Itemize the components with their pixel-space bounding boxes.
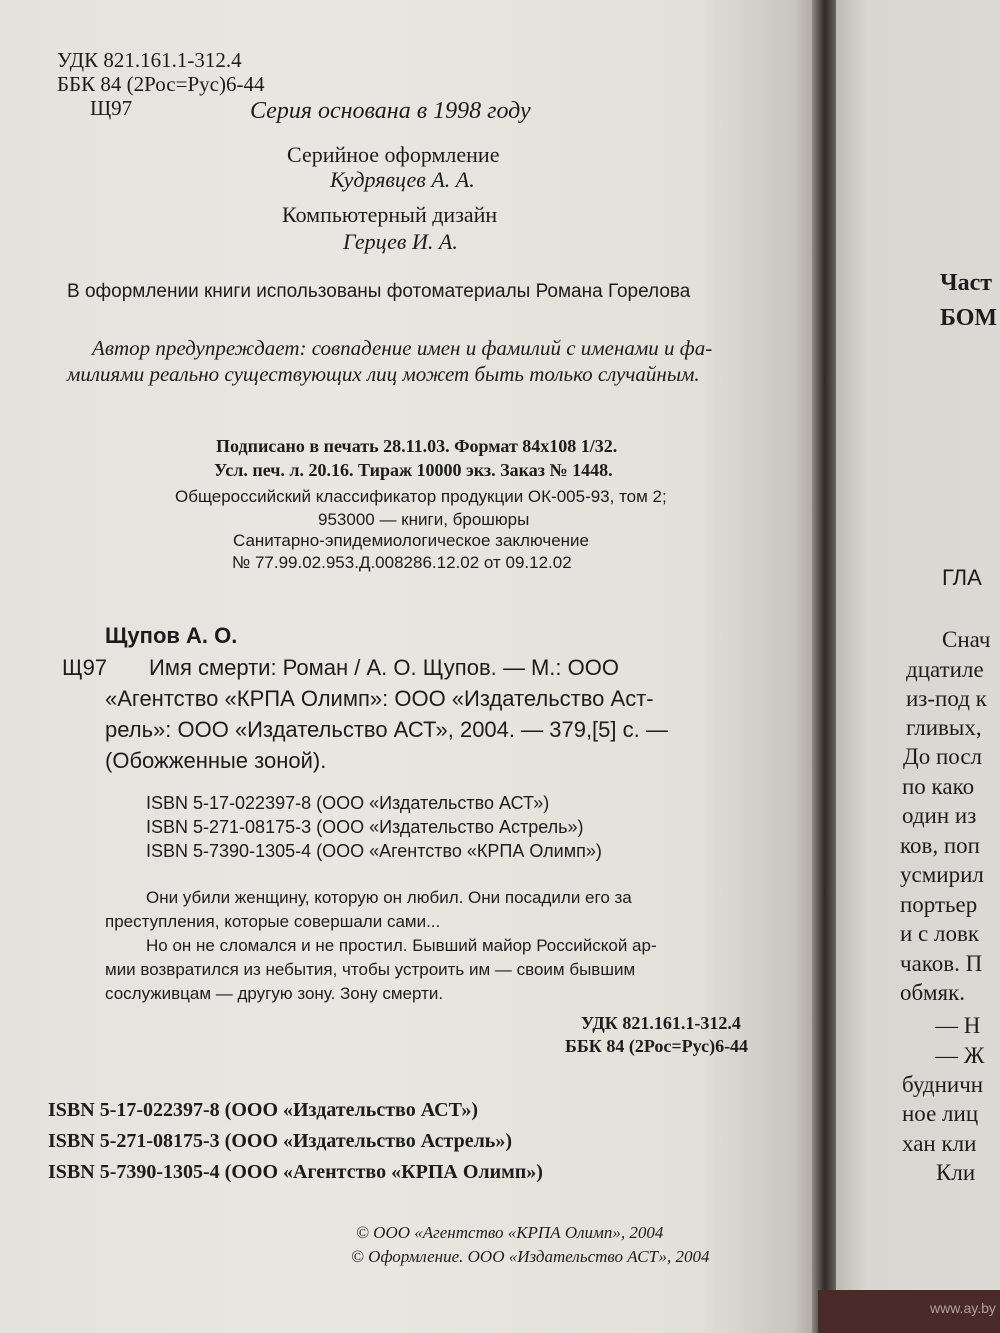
- body-line-9: усмирил: [900, 862, 984, 887]
- catalog-line-2: «Агентство «КРПА Олимп»: ООО «Издательство Аст-: [105, 686, 654, 711]
- watermark: www.ay.by: [930, 1300, 996, 1316]
- body-line-5: До посл: [903, 744, 983, 769]
- catalog-code: Щ97: [62, 655, 108, 680]
- right-page: [836, 0, 1000, 1333]
- body-line-19: Кли: [936, 1160, 976, 1185]
- isbn-line-3: ISBN 5-7390-1305-4 (ООО «Агентство «КРПА Олимп»): [48, 1161, 543, 1183]
- catalog-author: Щупов А. О.: [105, 623, 238, 648]
- print-info-line-3: Общероссийский классификатор продукции ОК-005-93, том 2;: [175, 487, 667, 506]
- design-label: Серийное оформление: [287, 142, 500, 167]
- annotation-line-5: сослуживцам — другую зону. Зону смерти.: [105, 984, 444, 1003]
- catalog-bbk: ББК 84 (2Рос=Рус)6-44: [565, 1036, 749, 1056]
- body-line-18: хан кли: [902, 1131, 977, 1156]
- body-line-12: чаков. П: [900, 951, 983, 976]
- print-info-line-1: Подписано в печать 28.11.03. Формат 84х108 1/32.: [216, 436, 618, 456]
- body-line-2: дцатиле: [906, 657, 984, 682]
- body-line-4: гливых,: [906, 715, 982, 740]
- body-line-15: — Ж: [935, 1043, 985, 1068]
- annotation-line-4: мии возвратился из небытия, чтобы устроить им — своим бывшим: [105, 960, 636, 979]
- catalog-line-4: (Обожженные зоной).: [105, 748, 327, 773]
- catalog-isbn-3: ISBN 5-7390-1305-4 (ООО «Агентство «КРПА Олимп»): [146, 841, 602, 861]
- print-info-line-5: Санитарно-эпидемиологическое заключение: [233, 531, 589, 550]
- part-heading-line-2: БОМ: [940, 305, 998, 331]
- isbn-line-1: ISBN 5-17-022397-8 (ООО «Издательство АСТ»): [48, 1099, 479, 1121]
- print-info-line-6: № 77.99.02.953.Д.008286.12.02 от 09.12.02: [232, 553, 572, 572]
- copyright-line-2: © Оформление. ООО «Издательство АСТ», 2004: [351, 1247, 710, 1266]
- annotation-line-2: преступления, которые совершали сами...: [105, 912, 441, 931]
- annotation-line-1: Они убили женщину, которую он любил. Они посадили его за: [146, 888, 632, 907]
- body-line-6: по како: [902, 774, 975, 799]
- catalog-line-3: рель»: ООО «Издательство АСТ», 2004. — 379,[5] с. —: [105, 717, 668, 742]
- chapter-heading: ГЛА: [942, 565, 982, 590]
- body-line-10: портьер: [900, 892, 978, 917]
- body-line-8: ков, поп: [900, 833, 980, 858]
- body-line-3: из-под к: [906, 686, 987, 711]
- body-line-14: — Н: [935, 1013, 981, 1038]
- body-line-17: ное лиц: [902, 1101, 979, 1126]
- copyright-line-1: © ООО «Агентство «КРПА Олимп», 2004: [356, 1223, 664, 1242]
- author-warning-line-1: Автор предупреждает: совпадение имен и фамилий с именами и фа-: [92, 336, 713, 360]
- isbn-line-2: ISBN 5-271-08175-3 (ООО «Издательство Астрель»): [48, 1130, 513, 1152]
- author-warning-line-2: милиями реально существующих лиц может быть только случайным.: [67, 362, 700, 386]
- print-info-line-2: Усл. печ. л. 20.16. Тираж 10000 экз. Заказ № 1448.: [214, 460, 613, 480]
- body-line-16: будничн: [902, 1072, 984, 1097]
- series-founded: Серия основана в 1998 году: [250, 98, 531, 124]
- author-code: Щ97: [90, 96, 133, 120]
- udk-line: УДК 821.161.1-312.4: [57, 48, 242, 72]
- print-info-line-4: 953000 — книги, брошюры: [318, 510, 530, 529]
- design-name: Кудрявцев А. А.: [330, 167, 475, 192]
- catalog-isbn-2: ISBN 5-271-08175-3 (ООО «Издательство Астрель»): [146, 817, 584, 837]
- computer-design-label: Компьютерный дизайн: [282, 202, 498, 227]
- computer-design-name: Герцев И. А.: [343, 229, 458, 254]
- body-line-11: и с ловк: [900, 921, 980, 946]
- annotation-line-3: Но он не сломался и не простил. Бывший майор Российской ар-: [146, 936, 657, 955]
- body-line-13: обмяк.: [900, 980, 966, 1005]
- body-line-7: один из: [902, 803, 977, 828]
- body-line-1: Снач: [942, 627, 991, 652]
- catalog-udk: УДК 821.161.1-312.4: [581, 1013, 741, 1033]
- catalog-isbn-1: ISBN 5-17-022397-8 (ООО «Издательство АСТ»): [146, 793, 550, 813]
- part-heading-line-1: Част: [940, 270, 993, 296]
- catalog-line-1: Имя смерти: Роман / А. О. Щупов. — М.: ООО: [149, 655, 619, 680]
- photo-credit: В оформлении книги использованы фотоматериалы Романа Горелова: [67, 281, 691, 302]
- bbk-line: ББК 84 (2Рос=Рус)6-44: [57, 72, 265, 96]
